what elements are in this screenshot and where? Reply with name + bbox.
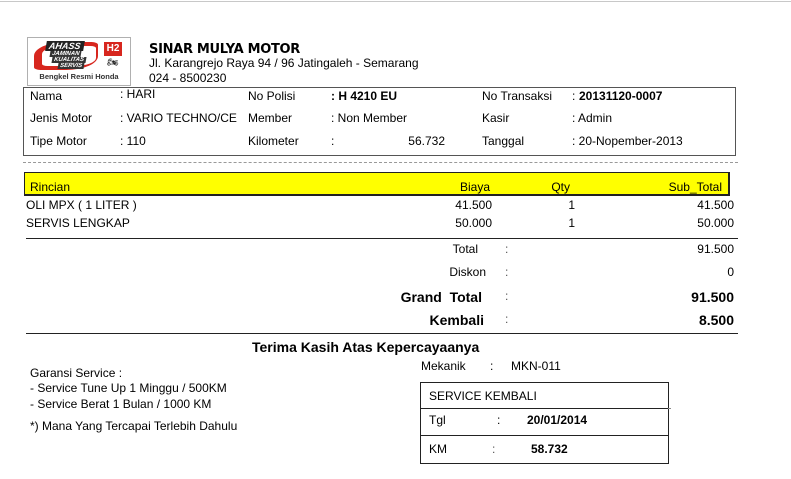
- kasir-value: : Admin: [572, 111, 613, 125]
- kembali-value: 8.500: [698, 312, 734, 328]
- no-transaksi-colon: :: [572, 89, 576, 103]
- no-polisi-label: No Polisi: [248, 89, 296, 103]
- kembali-label: Kembali: [429, 312, 484, 328]
- garansi-item-2: - Service Berat 1 Bulan / 1000 KM: [30, 397, 212, 411]
- kasir-label: Kasir: [482, 111, 510, 125]
- row-sub-total: 50.000: [697, 216, 734, 230]
- mekanik-colon: :: [490, 359, 494, 373]
- logo-line-2: KUALITAS: [53, 57, 85, 63]
- company-name: SINAR MULYA MOTOR: [149, 42, 301, 57]
- top-border-line: [0, 1, 791, 2]
- col-rincian: Rincian: [30, 180, 71, 194]
- col-biaya: Biaya: [459, 180, 490, 194]
- grand-total-colon: :: [505, 289, 509, 303]
- table-header: [24, 172, 730, 196]
- kilometer-value: 56.732: [408, 134, 445, 148]
- no-polisi-value: : H 4210 EU: [331, 89, 398, 103]
- kilometer-colon: :: [331, 134, 335, 148]
- member-value: : Non Member: [331, 111, 408, 125]
- diskon-label: Diskon: [449, 265, 486, 279]
- logo-line-3: SERVIS: [59, 63, 83, 69]
- mekanik-label: Mekanik: [421, 359, 466, 373]
- row-qty: 1: [568, 198, 575, 212]
- total-colon: :: [505, 242, 509, 256]
- motorbike-icon: 🏍︎: [107, 57, 119, 67]
- tgl-label: Tgl: [429, 413, 446, 427]
- row-sub-total: 41.500: [697, 198, 734, 212]
- tipe-motor-label: Tipe Motor: [30, 134, 87, 148]
- km-label: KM: [429, 442, 447, 456]
- row-biaya: 41.500: [455, 198, 492, 212]
- tipe-motor-value: : 110: [120, 134, 146, 148]
- km-colon: :: [492, 442, 496, 456]
- grand-total-label: Grand Total: [400, 289, 482, 305]
- total-value: 91.500: [697, 242, 734, 256]
- logo-caption: Bengkel Resmi Honda: [39, 72, 119, 81]
- thank-you-message: Terima Kasih Atas Kepercayaanya: [252, 339, 480, 355]
- km-value: 58.732: [531, 442, 568, 456]
- h2-badge-icon: H2: [104, 42, 122, 56]
- ahass-logo: [27, 37, 131, 86]
- total-label: Total: [452, 242, 478, 256]
- table-bottom-rule: [26, 238, 738, 239]
- service-kembali-title: SERVICE KEMBALI: [429, 389, 537, 403]
- row-biaya: 50.000: [455, 216, 492, 230]
- logo-line-1: JAMINAN: [51, 51, 80, 57]
- no-transaksi-value: 20131120-0007: [579, 89, 663, 103]
- garansi-note: *) Mana Yang Tercapai Terlebih Dahulu: [30, 419, 238, 433]
- tanggal-value: : 20-Nopember-2013: [572, 134, 683, 148]
- row-rincian: OLI MPX ( 1 LITER ): [26, 198, 137, 212]
- tgl-colon: :: [497, 413, 501, 427]
- member-label: Member: [248, 111, 293, 125]
- diskon-colon: :: [505, 265, 509, 279]
- grand-total-value: 91.500: [691, 289, 734, 305]
- tanggal-label: Tanggal: [482, 134, 525, 148]
- logo-brand: AHASS: [45, 41, 84, 51]
- jenis-motor-value: : VARIO TECHNO/CE: [120, 111, 237, 125]
- row-qty: 1: [568, 216, 575, 230]
- diskon-value: 0: [727, 265, 734, 279]
- dashed-separator: [23, 162, 738, 163]
- nama-label: Nama: [30, 89, 63, 103]
- summary-bottom-rule: [26, 333, 738, 334]
- garansi-title: Garansi Service :: [30, 366, 123, 380]
- kilometer-label: Kilometer: [248, 134, 299, 148]
- nama-value: : HARI: [120, 87, 156, 101]
- kembali-colon: :: [505, 312, 509, 326]
- mekanik-value: MKN-011: [511, 359, 561, 373]
- row-rincian: SERVIS LENGKAP: [26, 216, 130, 230]
- col-sub-total: Sub_Total: [668, 180, 722, 194]
- col-qty: Qty: [551, 180, 570, 194]
- company-address: Jl. Karangrejo Raya 94 / 96 Jatingaleh - Semarang: [149, 56, 419, 70]
- no-transaksi-label: No Transaksi: [482, 89, 553, 103]
- company-phone: 024 - 8500230: [149, 71, 227, 85]
- tgl-value: 20/01/2014: [527, 413, 588, 427]
- garansi-item-1: - Service Tune Up 1 Minggu / 500KM: [30, 381, 227, 395]
- jenis-motor-label: Jenis Motor: [30, 111, 93, 125]
